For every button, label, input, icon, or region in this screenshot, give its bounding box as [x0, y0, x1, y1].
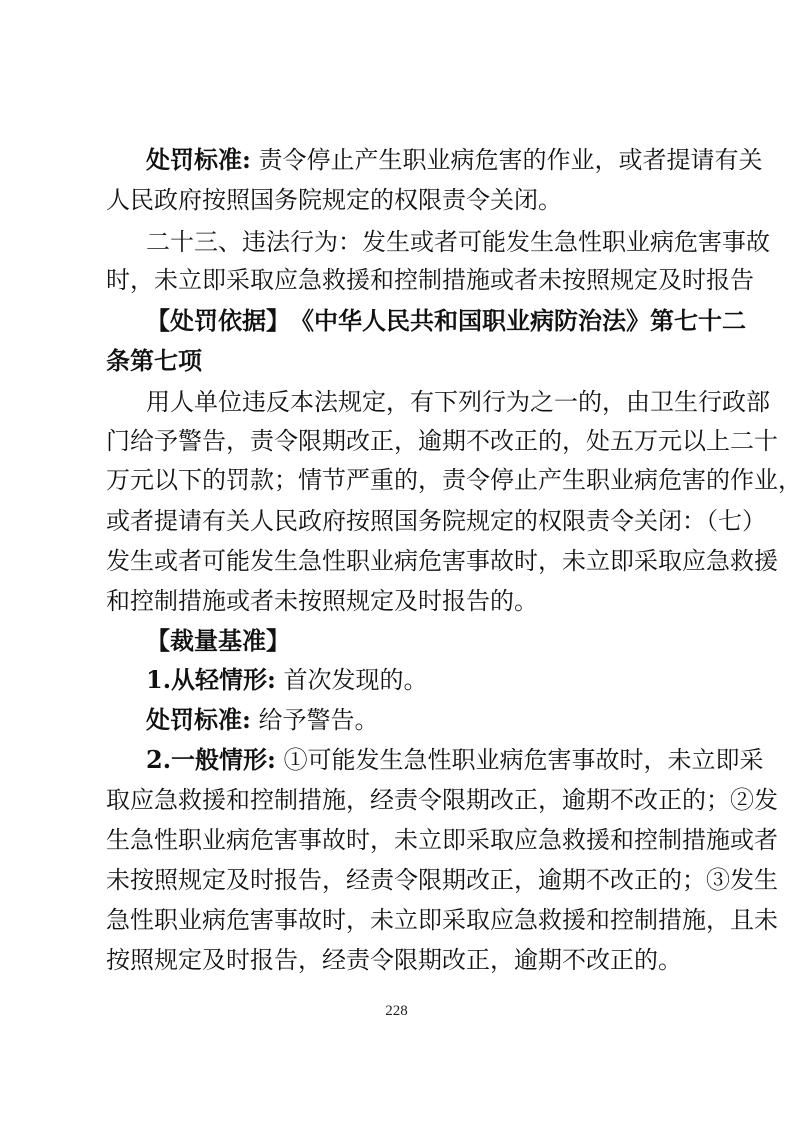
general-case-text: ①可能发生急性职业病危害事故时，未立即采 — [283, 746, 764, 774]
discretion-heading: 【裁量基准】 — [146, 626, 290, 655]
light-case-label: 1.从轻情形: — [146, 665, 276, 694]
general-case-label: 2.一般情形: — [146, 745, 276, 774]
law-text-line-6: 和控制措施或者未按照规定及时报告的。 — [106, 587, 538, 615]
penalty-standard-text: 责令停止产生职业病危害的作业，或者提请有关 — [258, 146, 763, 174]
law-text-line-4: 或者提请有关人民政府按照国务院规定的权限责令关闭：（七） — [106, 507, 766, 535]
penalty-basis-line-1 — [146, 305, 746, 337]
violation-line-1: 二十三、违法行为：发生或者可能发生急性职业病危害事故 — [146, 228, 770, 256]
violation-line-2: 时，未立即采取应急救援和控制措施或者未按照规定及时报告 — [106, 266, 754, 294]
penalty-basis-label: 【处罚依据】 — [146, 306, 290, 335]
law-text-line-2: 门给予警告，责令限期改正，逾期不改正的，处五万元以上二十 — [106, 427, 778, 455]
light-penalty-label: 处罚标准: — [146, 705, 251, 734]
law-text-line-3: 万元以下的罚款；情节严重的，责令停止产生职业病危害的作业， — [106, 466, 802, 494]
penalty-basis-law: 《中华人民共和国职业病防治法》第七十二 — [290, 306, 746, 335]
penalty-standard-line-2: 人民政府按照国务院规定的权限责令关闭。 — [106, 186, 562, 214]
light-case-text: 首次发现的。 — [283, 666, 428, 694]
general-case-line-6: 按照规定及时报告，经责令限期改正，逾期不改正的。 — [106, 946, 682, 974]
light-case-line — [146, 664, 691, 696]
penalty-standard-line-1 — [146, 144, 763, 176]
general-case-line-4: 未按照规定及时报告，经责令限期改正，逾期不改正的；③发生 — [106, 866, 778, 894]
law-text-line-5: 发生或者可能发生急性职业病危害事故时，未立即采取应急救援 — [106, 547, 778, 575]
general-case-line-1 — [146, 744, 764, 776]
page-number: 228 — [385, 1003, 408, 1019]
general-case-line-2: 取应急救援和控制措施，经责令限期改正，逾期不改正的；②发 — [106, 786, 778, 814]
law-text-line-1: 用人单位违反本法规定，有下列行为之一的，由卫生行政部 — [146, 388, 770, 416]
light-penalty-text: 给予警告。 — [258, 706, 379, 734]
penalty-standard-label: 处罚标准: — [146, 145, 251, 174]
penalty-basis-line-2: 条第七项 — [106, 346, 202, 375]
light-penalty-line — [146, 704, 691, 736]
general-case-line-5: 急性职业病危害事故时，未立即采取应急救援和控制措施，且未 — [106, 906, 778, 934]
general-case-line-3: 生急性职业病危害事故时，未立即采取应急救援和控制措施或者 — [106, 826, 778, 854]
